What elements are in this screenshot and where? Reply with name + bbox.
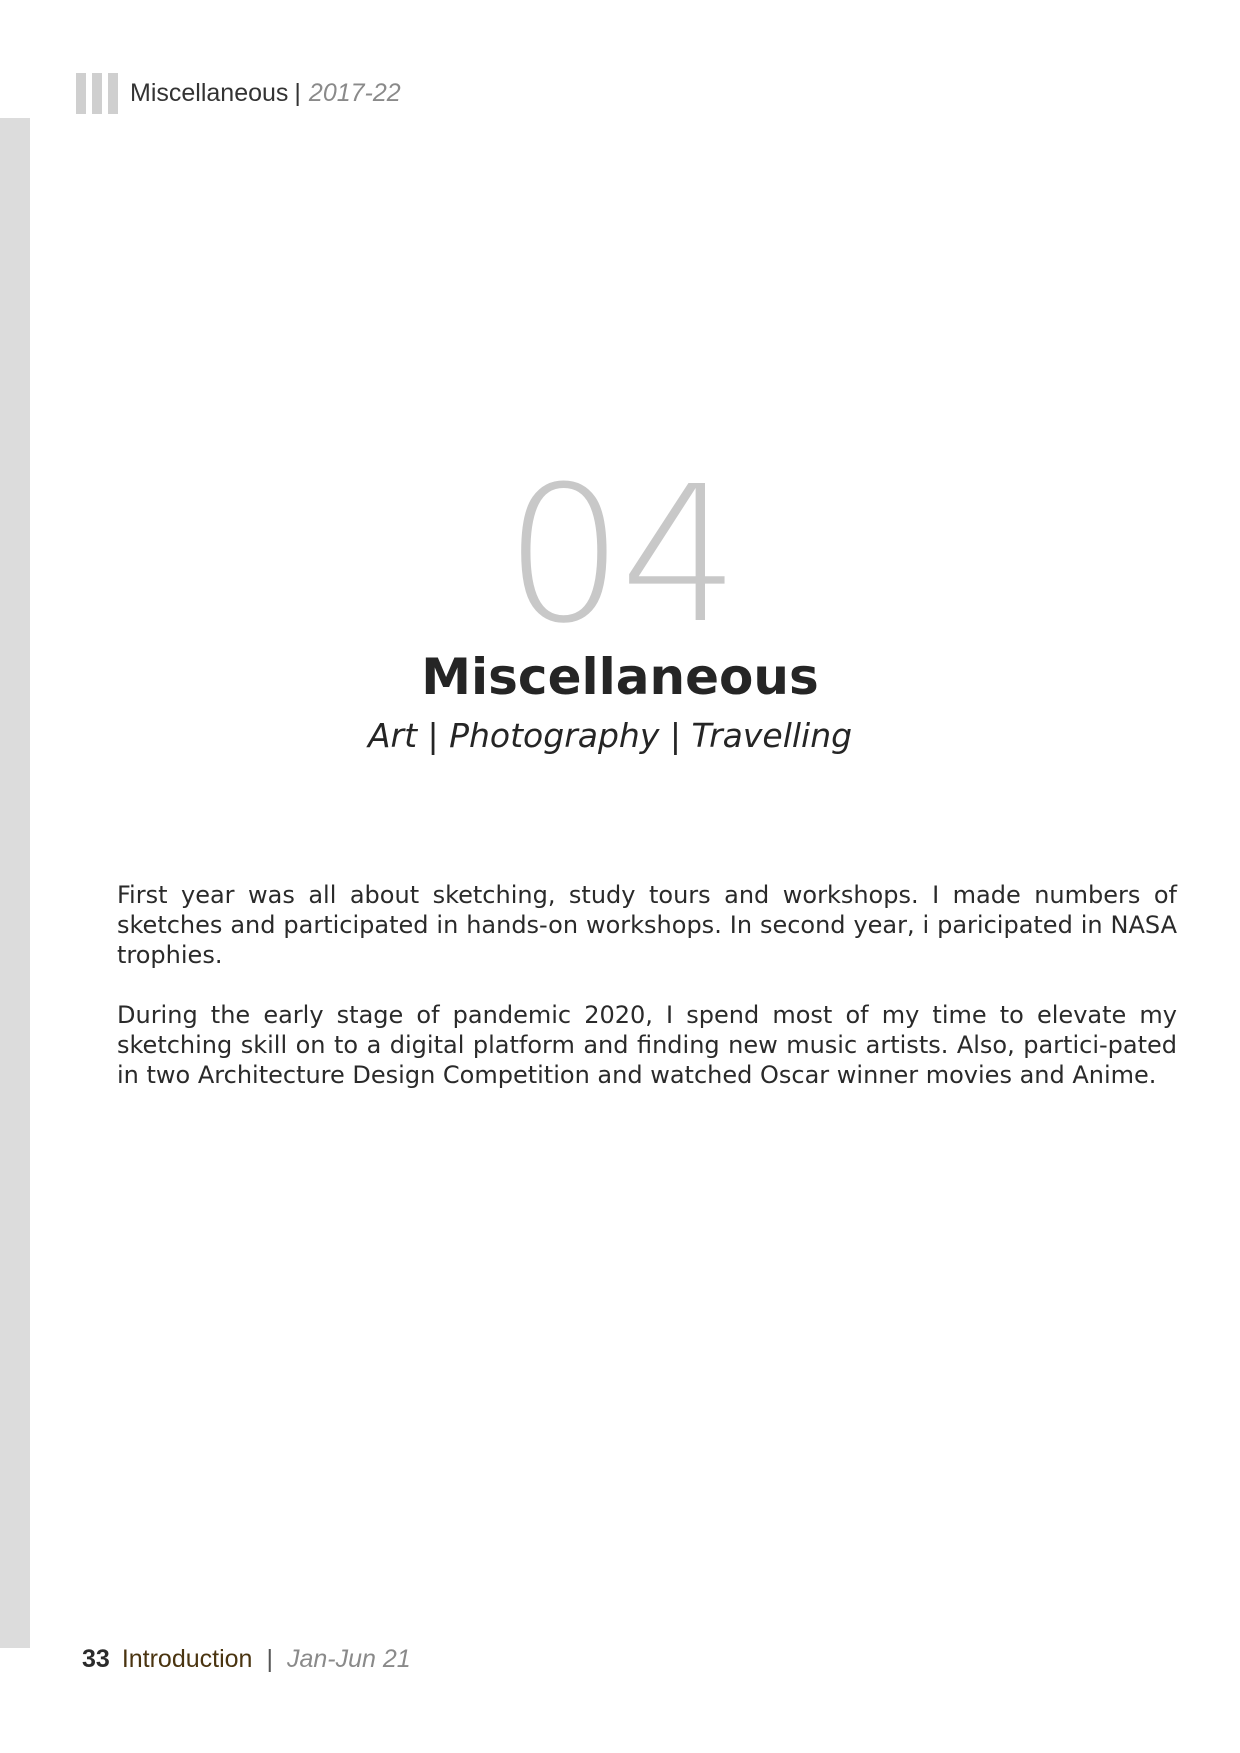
footer-separator: | xyxy=(266,1645,273,1673)
page-number: 33 xyxy=(82,1645,110,1673)
chapter-number: 04 xyxy=(504,446,736,665)
chapter-subtitle: Art | Photography | Travelling xyxy=(367,716,853,755)
chapter-title: Miscellaneous xyxy=(421,648,819,706)
body-paragraph: During the early stage of pandemic 2020, I spend most of my time to elevate my sketching skill on to a digital platform and finding new music artists. Also, partici-pated in two Architecture Design Competition and watched Oscar winner movies and Anime. xyxy=(117,1001,1177,1089)
header-bar xyxy=(108,73,118,114)
footer-date: Jan-Jun 21 xyxy=(286,1645,411,1673)
header-bars-decoration xyxy=(76,73,118,114)
side-margin-bar xyxy=(0,118,30,1648)
header-separator: | xyxy=(294,78,301,107)
running-header xyxy=(76,72,401,114)
body-text xyxy=(117,880,1177,1120)
header-bar xyxy=(76,73,86,114)
body-paragraph: First year was all about sketching, study tours and workshops. I made numbers of sketches and participated in hands-on workshops. In second year, i paricipated in NASA trophies. xyxy=(117,881,1177,969)
header-bar xyxy=(92,73,102,114)
header-title: Miscellaneous xyxy=(130,78,289,107)
footer-section: Introduction xyxy=(121,1645,253,1673)
header-years: 2017-22 xyxy=(308,78,401,107)
page-footer xyxy=(82,1645,411,1674)
